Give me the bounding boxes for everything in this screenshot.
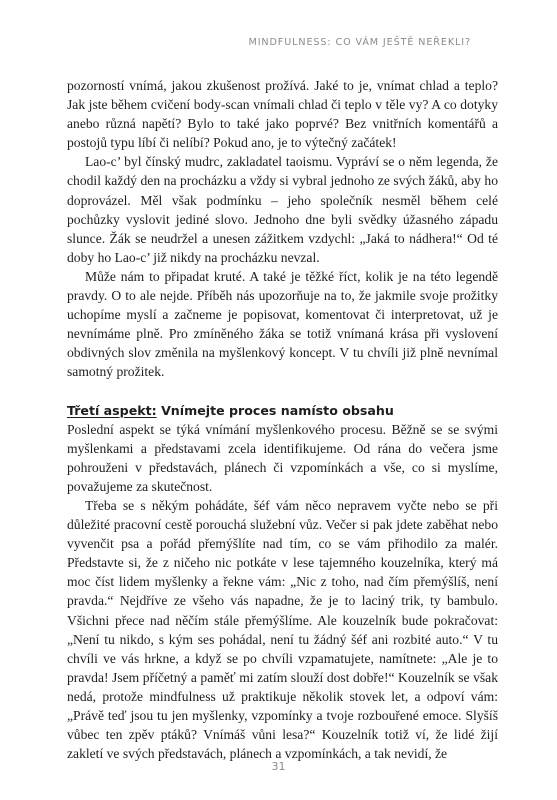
section-title: Vnímejte proces namísto obsahu (161, 402, 394, 418)
paragraph: Lao-c’ byl čínský mudrc, zakladatel taoismu. Vypráví se o něm legenda, že chodil každý den na procházku a vždy si vybral jednoho ze svých žáků, aby ho doprovázel. Měl však podmínku – jeho společník nesměl během celé pochůzky vyslovit jediné slovo. Jednoho dne byli svědky úžasného západu slunce. Žák se neudržel a unesen zážitkem vzdychl: „Jaká to nádhera!“ Od té doby ho Lao-c’ již nikdy na procházku nevzal. (67, 154, 498, 265)
body-text (67, 76, 498, 763)
running-header: MINDFULNESS: CO VÁM JEŠTĚ NEŘEKLI? (248, 37, 471, 48)
page-number: 31 (271, 760, 286, 773)
paragraph: Může nám to připadat kruté. A také je těžké říct, kolik je na této legendě pravdy. O to ale nejde. Příběh nás upozorňuje na to, že jakmile svoje prožitky uchopíme myslí a začneme je popisovat, komentovat či interpretovat, už je nevnímáme plně. Pro zmíněného žáka se totiž vnímaná krása při vyslovení obdivných slov změnila na myšlenkový koncept. V tu chvíli již plně nevnímal samotný prožitek. (67, 268, 498, 380)
section-label: Třetí aspekt: (67, 402, 157, 418)
paragraph: Poslední aspekt se týká vnímání myšlenkového procesu. Běžně se se svými myšlenkami a představami zcela identifikujeme. Od rána do večera jsme pohrouženi v představách, plánech či vzpomínkách a vše, co si myslíme, považujeme za skutečnost. (67, 421, 498, 494)
paragraph: Třeba se s někým pohádáte, šéf vám něco nepravem vyčte nebo se při důležité pracovní cestě porouchá služební vůz. Večer si pak jdete zaběhat nebo vyvenčit psa a pořád přemýšlíte nad tím, co se vám přihodilo za malér. Představte si, že z ničeho nic potkáte v lese tajemného kouzelníka, který má moc číst lidem myšlenky a řekne vám: „Nic z toho, nad čím přemýšlíš, není pravda.“ Nejdříve ze všeho vás napadne, že je to laciný trik, ty bambulo. Všichni přece nad něčím stále přemýšlíme. Ale kouzelník bude pokračovat: „Není tu nikdo, s kým ses pohádal, není tu žádný šéf ani rozbité auto.“ V tu chvíli ve vás hrkne, a když se po chvíli vzpamatujete, namítnete: „Ale je to pravda! Jsem příčetný a paměť mi zatím slouží dost dobře!“ Kouzelník se však nedá, protože mindfulness už praktikuje několik stovek let, a odpoví vám: „Právě teď jsou tu jen myšlenky, vzpomínky a tvoje rozbouřené emoce. Slyšíš vůbec ten zpěv ptáků? Vnímáš vůni lesa?“ Kouzelník totiž ví, že lidé žijí zakletí ve svých představách, plánech a vzpomínkách, a tak nevidí, že (67, 497, 498, 762)
section-heading (67, 401, 498, 420)
paragraph: pozorností vnímá, jakou zkušenost prožívá. Jaké to je, vnímat chlad a teplo? Jak jste během cvičení body-scan vnímali chlad či teplo v těle vy? A co dotyky anebo různá napětí? Bylo to také jako poprvé? Bez vnitřních komentářů a postojů typu líbí či nelíbí? Pokud ano, je to výtečný začátek! (67, 78, 498, 151)
